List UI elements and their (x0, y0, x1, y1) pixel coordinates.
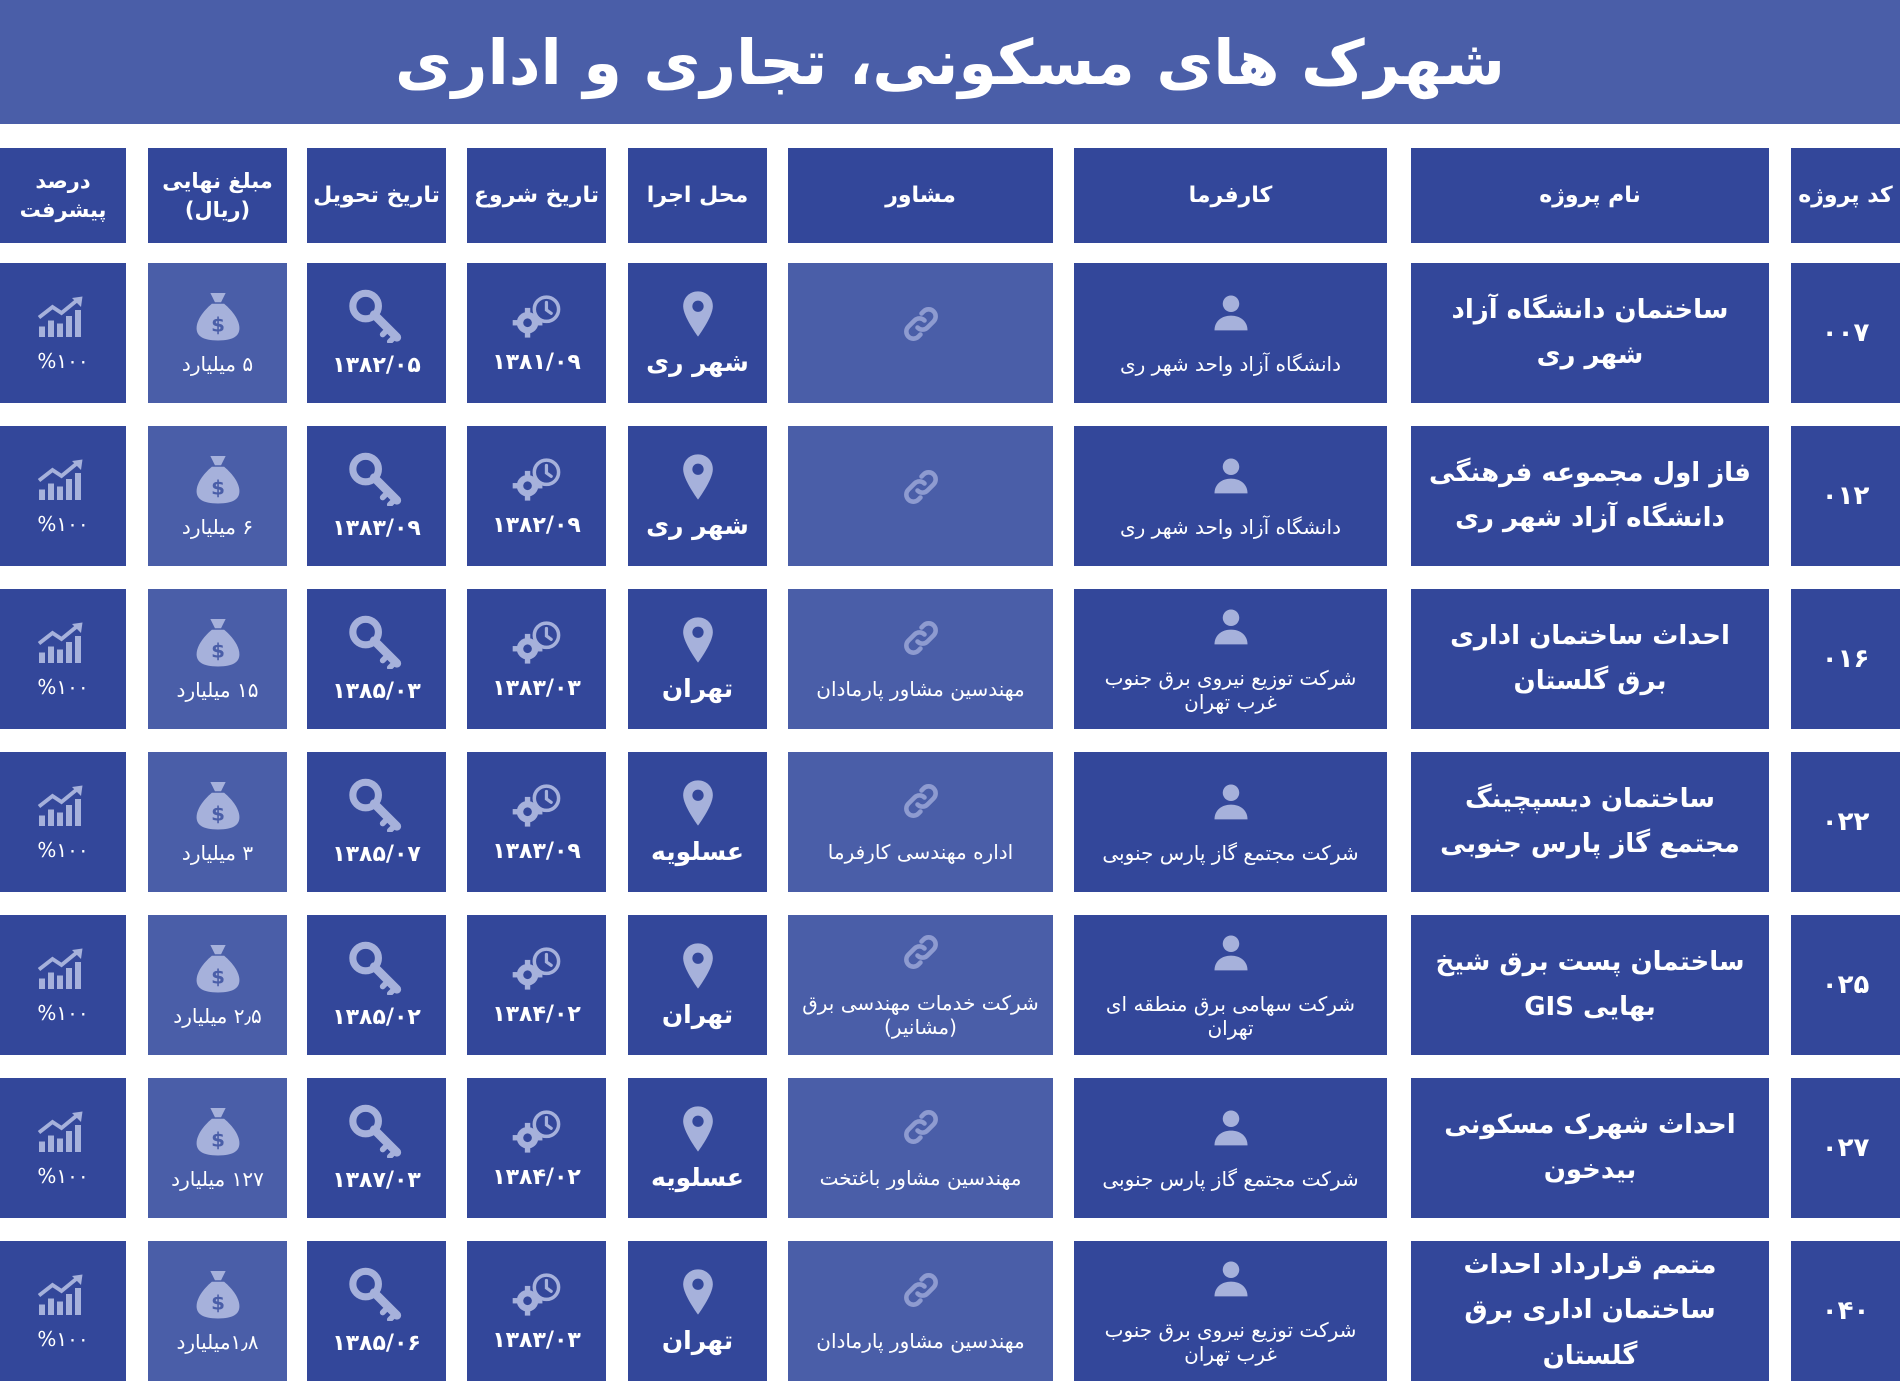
location-value: تهران (661, 673, 734, 703)
growth-chart-icon (36, 945, 90, 991)
svg-text:$: $ (210, 965, 225, 989)
key-icon (348, 778, 406, 832)
table-cell-location (628, 589, 767, 729)
clock-gear-icon (510, 1270, 564, 1318)
start-value: ۱۳۸۳/۰۹ (492, 838, 581, 864)
progress-value: %۱۰۰ (37, 1001, 89, 1025)
project-code: ۰۴۰ (1821, 1296, 1870, 1326)
start-value: ۱۳۸۲/۰۹ (492, 512, 581, 538)
progress-value: %۱۰۰ (37, 838, 89, 862)
svg-text:$: $ (210, 802, 225, 826)
table-cell-code (1791, 426, 1900, 566)
progress-value: %۱۰۰ (37, 349, 89, 373)
svg-text:$: $ (210, 639, 225, 663)
money-bag-icon (195, 453, 241, 505)
table-cell-name (1411, 263, 1769, 403)
clock-gear-icon (510, 1107, 564, 1155)
table-cell-employer (1074, 1078, 1387, 1218)
growth-chart-icon (36, 1108, 90, 1154)
progress-value: %۱۰۰ (37, 1327, 89, 1351)
table-cell-code (1791, 589, 1900, 729)
table-cell-location (628, 1241, 767, 1381)
clock-gear-icon (510, 618, 564, 666)
table-cell-consultant (788, 1241, 1053, 1381)
link-icon (900, 617, 942, 659)
amount-value: ۱۵ میلیارد (176, 678, 259, 702)
table-cell-consultant (788, 915, 1053, 1055)
employer-value: شرکت توزیع نیروی برق جنوب غرب تهران (1104, 666, 1357, 714)
employer-value: دانشگاه آزاد واحد شهر ری (1120, 515, 1341, 539)
link-icon (900, 931, 942, 973)
table-cell-name (1411, 752, 1769, 892)
table-cell-delivery (307, 426, 446, 566)
page-title: شهرک های مسکونی، تجاری و اداری (394, 25, 1506, 99)
table-cell-delivery (307, 1078, 446, 1218)
table-cell-location (628, 1078, 767, 1218)
map-pin-icon (681, 942, 715, 990)
svg-text:$: $ (210, 1291, 225, 1315)
employer-value: شرکت مجتمع گاز پارس جنوبی (1102, 841, 1359, 865)
svg-text:$: $ (210, 1128, 225, 1152)
growth-chart-icon (36, 293, 90, 339)
column-header-location: محل اجرا (628, 148, 767, 243)
link-icon (900, 1269, 942, 1311)
delivery-value: ۱۳۸۲/۰۵ (332, 352, 421, 378)
amount-value: ۵ میلیارد (181, 352, 254, 376)
growth-chart-icon (36, 782, 90, 828)
user-icon (1209, 604, 1253, 648)
map-pin-icon (681, 779, 715, 827)
delivery-value: ۱۳۸۷/۰۳ (332, 1167, 421, 1193)
table-cell-consultant (788, 589, 1053, 729)
table-cell-code (1791, 1241, 1900, 1381)
table-cell-progress (0, 915, 126, 1055)
table-cell-amount (148, 589, 287, 729)
table-cell-progress (0, 752, 126, 892)
employer-value: شرکت توزیع نیروی برق جنوب غرب تهران (1104, 1318, 1357, 1366)
table-cell-employer (1074, 426, 1387, 566)
progress-value: %۱۰۰ (37, 1164, 89, 1188)
clock-gear-icon (510, 292, 564, 340)
delivery-value: ۱۳۸۵/۰۳ (332, 678, 421, 704)
project-code: ۰۲۵ (1821, 970, 1870, 1000)
table-cell-amount (148, 1078, 287, 1218)
user-icon (1209, 930, 1253, 974)
table-cell-start (467, 589, 606, 729)
start-value: ۱۳۸۴/۰۲ (492, 1164, 581, 1190)
table-cell-location (628, 752, 767, 892)
location-value: تهران (661, 1325, 734, 1355)
project-code: ۰۱۲ (1821, 481, 1870, 511)
link-icon (900, 1106, 942, 1148)
user-icon (1209, 779, 1253, 823)
table-cell-code (1791, 915, 1900, 1055)
table-cell-progress (0, 1241, 126, 1381)
link-icon (900, 466, 942, 508)
column-header-name: نام پروژه (1411, 148, 1769, 243)
user-icon (1209, 453, 1253, 497)
money-bag-icon (195, 942, 241, 994)
table-cell-delivery (307, 589, 446, 729)
table-cell-consultant (788, 263, 1053, 403)
table-cell-amount (148, 263, 287, 403)
table-cell-location (628, 426, 767, 566)
delivery-value: ۱۳۸۵/۰۶ (332, 1330, 421, 1356)
delivery-value: ۱۳۸۵/۰۲ (332, 1004, 421, 1030)
table-cell-location (628, 915, 767, 1055)
location-value: شهر ری (646, 347, 749, 377)
table-cell-employer (1074, 263, 1387, 403)
project-code: ۰۲۷ (1821, 1133, 1870, 1163)
key-icon (348, 452, 406, 506)
consultant-value: مهندسین مشاور پارمادان (816, 677, 1025, 701)
clock-gear-icon (510, 944, 564, 992)
key-icon (348, 1104, 406, 1158)
table-cell-name (1411, 1241, 1769, 1381)
column-header-consultant: مشاور (788, 148, 1053, 243)
progress-value: %۱۰۰ (37, 675, 89, 699)
key-icon (348, 941, 406, 995)
delivery-value: ۱۳۸۵/۰۷ (332, 841, 421, 867)
consultant-value: مهندسین مشاور پارمادان (816, 1329, 1025, 1353)
location-value: عسلویه (651, 1162, 744, 1192)
user-icon (1209, 290, 1253, 334)
svg-text:$: $ (210, 313, 225, 337)
table-cell-progress (0, 589, 126, 729)
map-pin-icon (681, 616, 715, 664)
table-cell-start (467, 752, 606, 892)
table-cell-amount (148, 426, 287, 566)
table-cell-delivery (307, 915, 446, 1055)
money-bag-icon (195, 290, 241, 342)
consultant-value: مهندسین مشاور باغتخت (819, 1166, 1022, 1190)
table-cell-location (628, 263, 767, 403)
table-cell-name (1411, 426, 1769, 566)
project-name: ساختمان پست برق شیخ بهایی GIS (1435, 946, 1745, 1022)
svg-text:$: $ (210, 476, 225, 500)
map-pin-icon (681, 453, 715, 501)
project-code: ۰۱۶ (1821, 644, 1870, 674)
growth-chart-icon (36, 456, 90, 502)
amount-value: ۳ میلیارد (181, 841, 254, 865)
money-bag-icon (195, 1268, 241, 1320)
location-value: تهران (661, 999, 734, 1029)
table-cell-code (1791, 263, 1900, 403)
table-cell-delivery (307, 1241, 446, 1381)
employer-value: شرکت سهامی برق منطقه ای تهران (1105, 992, 1356, 1040)
table-cell-consultant (788, 426, 1053, 566)
map-pin-icon (681, 290, 715, 338)
money-bag-icon (195, 779, 241, 831)
table-cell-amount (148, 752, 287, 892)
project-code: ۰۰۷ (1821, 318, 1870, 348)
consultant-value: اداره مهندسی کارفرما (827, 840, 1014, 864)
column-header-employer: کارفرما (1074, 148, 1387, 243)
table-cell-progress (0, 426, 126, 566)
map-pin-icon (681, 1105, 715, 1153)
table-cell-start (467, 1241, 606, 1381)
table-cell-start (467, 263, 606, 403)
column-header-progress: درصد پیشرفت (0, 148, 126, 243)
key-icon (348, 289, 406, 343)
table-cell-code (1791, 752, 1900, 892)
map-pin-icon (681, 1268, 715, 1316)
column-header-delivery: تاریخ تحویل (307, 148, 446, 243)
project-name: ساختمان دانشگاه آزاد شهر ری (1451, 294, 1729, 370)
project-name: احداث ساختمان اداری برق گلستان (1450, 620, 1730, 696)
project-name: احداث شهرک مسکونی بیدخون (1444, 1109, 1736, 1185)
table-cell-consultant (788, 1078, 1053, 1218)
table-cell-consultant (788, 752, 1053, 892)
location-value: عسلویه (651, 836, 744, 866)
amount-value: ۱۲۷ میلیارد (171, 1167, 264, 1191)
table-cell-progress (0, 263, 126, 403)
employer-value: شرکت مجتمع گاز پارس جنوبی (1102, 1167, 1359, 1191)
link-icon (900, 303, 942, 345)
table-cell-amount (148, 915, 287, 1055)
column-header-code: کد پروژه (1791, 148, 1900, 243)
project-name: فاز اول مجموعه فرهنگی دانشگاه آزاد شهر ری (1429, 457, 1751, 533)
table-cell-code (1791, 1078, 1900, 1218)
table-cell-employer (1074, 752, 1387, 892)
table-cell-name (1411, 915, 1769, 1055)
project-code: ۰۲۲ (1821, 807, 1870, 837)
money-bag-icon (195, 616, 241, 668)
consultant-value: شرکت خدمات مهندسی برق (مشانیر) (802, 991, 1039, 1039)
link-icon (900, 780, 942, 822)
table-cell-amount (148, 1241, 287, 1381)
project-name: متمم قرارداد احداث ساختمان اداری برق گلستان (1463, 1249, 1717, 1371)
progress-value: %۱۰۰ (37, 512, 89, 536)
table-cell-progress (0, 1078, 126, 1218)
start-value: ۱۳۸۳/۰۳ (492, 1327, 581, 1353)
table-cell-start (467, 426, 606, 566)
delivery-value: ۱۳۸۳/۰۹ (332, 515, 421, 541)
clock-gear-icon (510, 455, 564, 503)
user-icon (1209, 1105, 1253, 1149)
table-cell-delivery (307, 752, 446, 892)
column-header-start: تاریخ شروع (467, 148, 606, 243)
employer-value: دانشگاه آزاد واحد شهر ری (1120, 352, 1341, 376)
table-cell-name (1411, 1078, 1769, 1218)
amount-value: ۱٫۸میلیارد (176, 1330, 259, 1354)
clock-gear-icon (510, 781, 564, 829)
start-value: ۱۳۸۱/۰۹ (492, 349, 581, 375)
money-bag-icon (195, 1105, 241, 1157)
growth-chart-icon (36, 1271, 90, 1317)
table-cell-start (467, 1078, 606, 1218)
column-header-amount: مبلغ نهایی (ریال) (148, 148, 287, 243)
user-icon (1209, 1256, 1253, 1300)
table-cell-employer (1074, 589, 1387, 729)
table-cell-employer (1074, 1241, 1387, 1381)
amount-value: ۶ میلیارد (181, 515, 254, 539)
table-cell-name (1411, 589, 1769, 729)
start-value: ۱۳۸۳/۰۳ (492, 675, 581, 701)
growth-chart-icon (36, 619, 90, 665)
table-cell-start (467, 915, 606, 1055)
table-cell-employer (1074, 915, 1387, 1055)
project-name: ساختمان دیسپچینگ مجتمع گاز پارس جنوبی (1440, 783, 1740, 859)
amount-value: ۲٫۵ میلیارد (173, 1004, 262, 1028)
location-value: شهر ری (646, 510, 749, 540)
key-icon (348, 615, 406, 669)
key-icon (348, 1267, 406, 1321)
start-value: ۱۳۸۴/۰۲ (492, 1001, 581, 1027)
table-cell-delivery (307, 263, 446, 403)
